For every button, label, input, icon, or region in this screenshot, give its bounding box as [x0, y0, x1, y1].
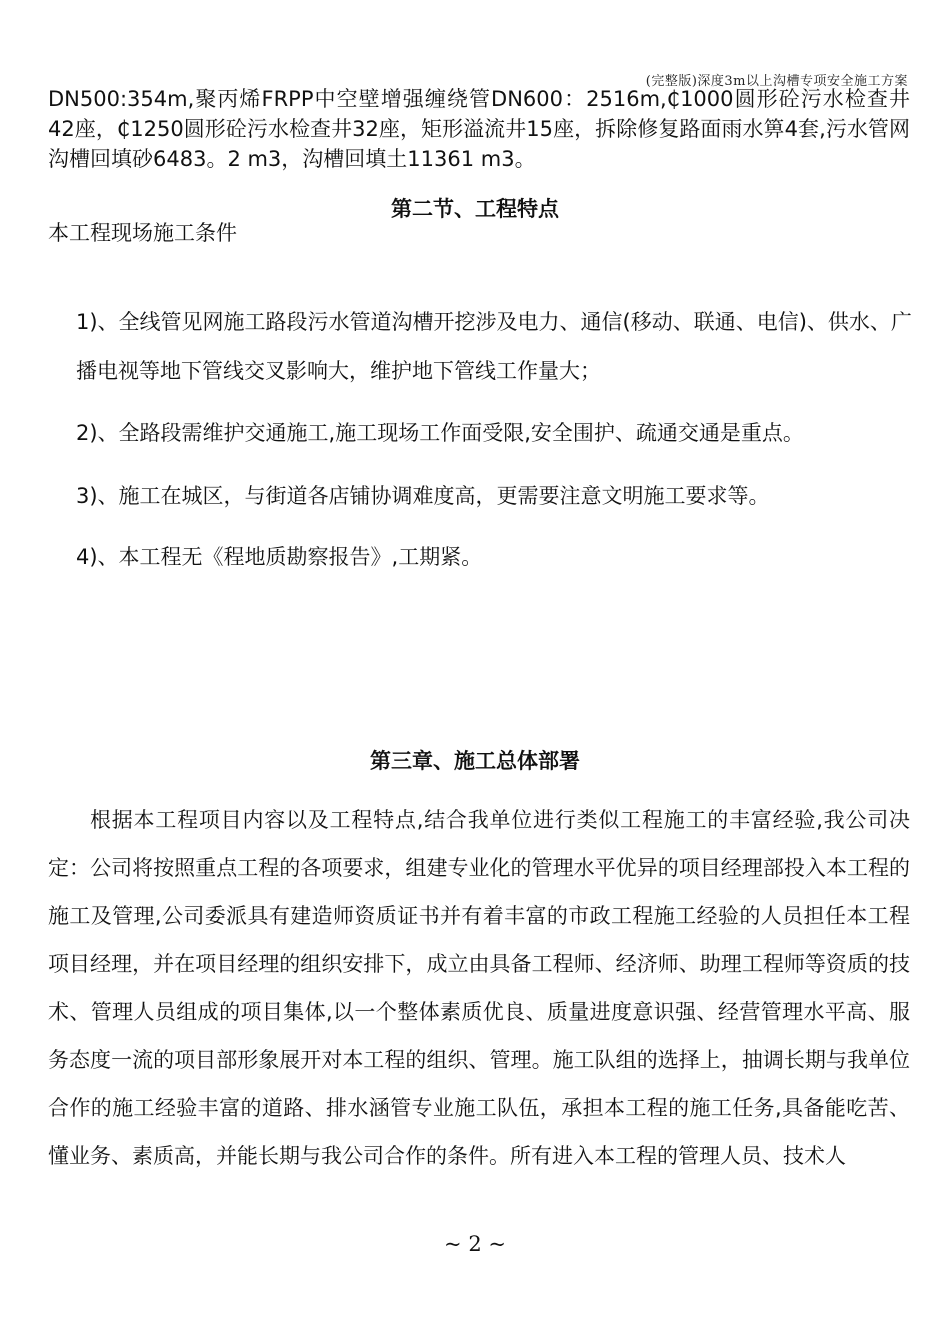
- condition-item: 4)、本工程无《程地质勘察报告》,工期紧。: [76, 545, 483, 569]
- intro-paragraph: DN500:354m,聚丙烯FRPP中空壁增强缠绕管DN600：2516m,₵1000圆形砼污水检查井42座，₵1250圆形砼污水检查井32座，矩形溢流井15座，拆除修复路面雨水箅4套,污水管网沟槽回填砂6483。2 m3，沟槽回填土11361 m3。: [48, 87, 910, 171]
- section-title: 第二节、工程特点: [391, 197, 559, 221]
- conditions-title: 本工程现场施工条件: [48, 221, 237, 245]
- chapter-body: 根据本工程项目内容以及工程特点,结合我单位进行类似工程施工的丰富经验,我公司决定：公司将按照重点工程的各项要求，组建专业化的管理水平优异的项目经理部投入本工程的施工及管理,公司委派具有建造师资质证书并有着丰富的市政工程施工经验的人员担任本工程项目经理，并在项目经理的组织安排下，成立由具备工程师、经济师、助理工程师等资质的技术、管理人员组成的项目集体,以一个整体素质优良、质量进度意识强、经营管理水平高、服务态度一流的项目部形象展开对本工程的组织、管理。施工队组的选择上，抽调长期与我单位合作的施工经验丰富的道路、排水涵管专业施工队伍，承担本工程的施工任务,具备能吃苦、懂业务、素质高，并能长期与我公司合作的条件。所有进入本工程的管理人员、技术人: [48, 808, 910, 1168]
- condition-item: 3)、施工在城区，与街道各店铺协调难度高，更需要注意文明施工要求等。: [76, 484, 770, 508]
- condition-item: 2)、全路段需维护交通施工,施工现场工作面受限,安全围护、疏通交通是重点。: [76, 421, 804, 445]
- running-header: (完整版)深度3m以上沟槽专项安全施工方案: [645, 74, 908, 89]
- page-number: ~ 2 ~: [444, 1232, 506, 1256]
- chapter-title: 第三章、施工总体部署: [370, 749, 580, 773]
- condition-item: 1)、全线管见网施工路段污水管道沟槽开挖涉及电力、通信(移动、联通、电信)、供水、广播电视等地下管线交叉影响大，维护地下管线工作量大；: [76, 310, 912, 383]
